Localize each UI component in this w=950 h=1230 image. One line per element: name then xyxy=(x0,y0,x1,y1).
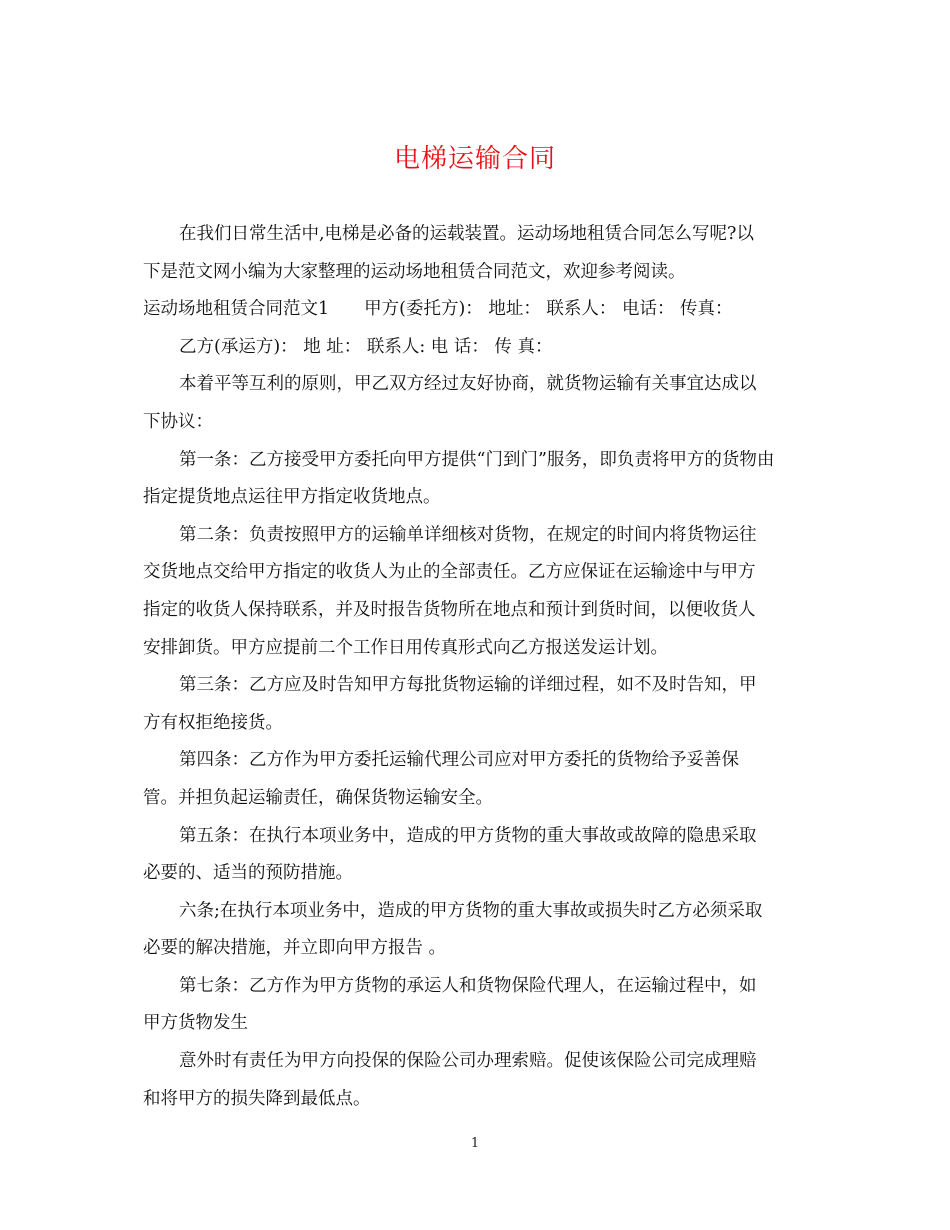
text-line: 必要的解决措施，并立即向甲方报告 。 xyxy=(143,938,447,959)
document-body xyxy=(143,216,813,1118)
text-line: 甲方货物发生 xyxy=(143,1013,248,1034)
text-line: 六条;在执行本项业务中，造成的甲方货物的重大事故或损失时乙方必须采取 xyxy=(179,900,763,921)
text-line: 第四条：乙方作为甲方委托运输代理公司应对甲方委托的货物给予妥善保 xyxy=(179,750,739,771)
document-title: 电梯运输合同 xyxy=(393,144,556,174)
text-line: 乙方(承运方)： 地 址： 联系人: 电 话： 传 真： xyxy=(179,336,553,357)
text-line: 运动场地租赁合同范文1 甲方(委托方)： 地址： 联系人： 电话： 传真： xyxy=(143,299,733,320)
text-line: 方有权拒绝接货。 xyxy=(143,712,283,733)
text-line: 意外时有责任为甲方向投保的保险公司办理索赔。促使该保险公司完成理赔 xyxy=(179,1051,757,1072)
text-line: 管。并担负起运输责任，确保货物运输安全。 xyxy=(143,787,493,808)
text-line: 下是范文网小编为大家整理的运动场地租赁合同范文，欢迎参考阅读。 xyxy=(143,261,686,282)
text-line: 下协议： xyxy=(143,411,213,432)
text-line: 在我们日常生活中,电梯是必备的运载装置。运动场地租赁合同怎么写呢?以 xyxy=(179,224,754,244)
text-line: 第二条：负责按照甲方的运输单详细核对货物，在规定的时间内将货物运往 xyxy=(179,524,757,545)
text-line: 指定提货地点运往甲方指定收货地点。 xyxy=(143,487,441,508)
page-number: 1 xyxy=(470,1136,480,1151)
text-line: 交货地点交给甲方指定的收货人为止的全部责任。乙方应保证在运输途中与甲方 xyxy=(143,562,756,583)
text-line: 第五条：在执行本项业务中，造成的甲方货物的重大事故或故障的隐患采取 xyxy=(179,825,757,846)
text-line: 第七条：乙方作为甲方货物的承运人和货物保险代理人，在运输过程中，如 xyxy=(179,975,757,996)
text-line: 本着平等互利的原则，甲乙双方经过友好协商，就货物运输有关事宜达成以 xyxy=(179,374,757,395)
text-line: 安排卸货。甲方应提前二个工作日用传真形式向乙方报送发运计划。 xyxy=(143,637,668,658)
text-line: 第三条：乙方应及时告知甲方每批货物运输的详细过程，如不及时告知，甲 xyxy=(179,675,757,696)
text-line: 必要的、适当的预防措施。 xyxy=(143,863,353,884)
text-line: 和将甲方的损失降到最低点。 xyxy=(143,1088,371,1109)
text-line: 指定的收货人保持联系，并及时报告货物所在地点和预计到货时间，以便收货人 xyxy=(143,599,756,620)
text-line: 第一条：乙方接受甲方委托向甲方提供“门到门”服务，即负责将甲方的货物由 xyxy=(179,449,775,470)
